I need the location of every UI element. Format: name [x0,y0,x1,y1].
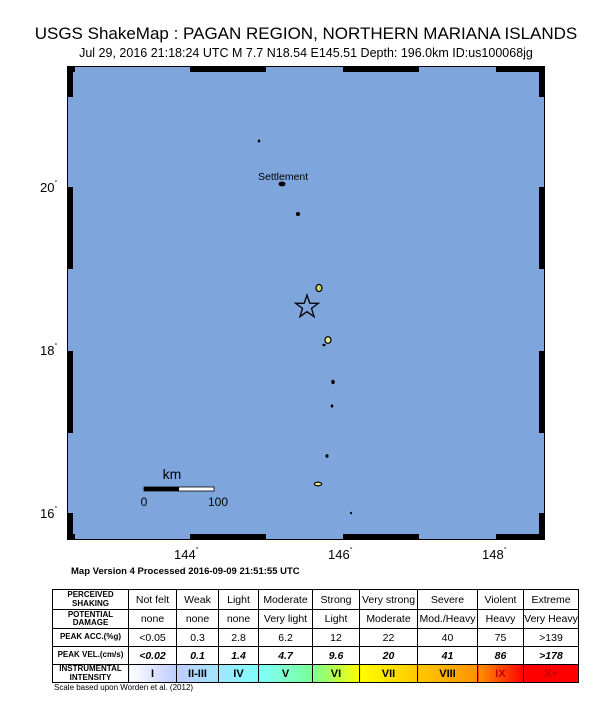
legend-cell: V [259,665,313,683]
legend-cell: 2.8 [219,629,259,647]
legend-row-label-line: DAMAGE [72,618,109,627]
island-pagan [316,284,322,291]
legend-cell: >178 [524,647,579,665]
longitude-label-144: 144° [174,547,199,562]
island [325,337,331,344]
island [258,140,261,143]
legend-cell: 6.2 [259,629,313,647]
legend-cell: 0.1 [177,647,219,665]
legend-cell: Mod./Heavy [418,610,478,629]
legend-cell: 41 [418,647,478,665]
legend-cell: Very strong [360,590,418,610]
island [325,454,328,457]
legend-cell: Light [313,610,360,629]
legend-cell: none [129,610,177,629]
legend-cell: 86 [478,647,524,665]
legend-cell: Not felt [129,590,177,610]
legend-cell: Light [219,590,259,610]
legend-row-label [53,590,129,610]
legend-cell: II-III [177,665,219,683]
legend-cell: Moderate [360,610,418,629]
longitude-label-148: 148° [482,547,507,562]
legend-row-label [53,610,129,629]
legend-row-label-line: PERCEIVED [67,590,114,599]
map-version-info: Map Version 4 Processed 2016-09-09 21:51:55 UTC [71,566,300,577]
legend-cell: Violent [478,590,524,610]
legend-cell: Weak [177,590,219,610]
latitude-label-18: 18° [40,343,58,358]
island [331,404,334,407]
legend-cell: 0.3 [177,629,219,647]
legend-cell: 9.6 [313,647,360,665]
latitude-label-20: 20° [40,180,58,195]
legend-cell: 1.4 [219,647,259,665]
legend-row-label [53,647,129,665]
shakemap-panel[interactable] [67,66,545,540]
legend-cell: Very light [259,610,313,629]
map-title: USGS ShakeMap : PAGAN REGION, NORTHERN MARIANA ISLANDS [34,24,578,43]
legend-cell: VII [360,665,418,683]
legend-cell: 4.7 [259,647,313,665]
legend-cell: >139 [524,629,579,647]
legend-cell: IV [219,665,259,683]
legend-cell: 75 [478,629,524,647]
legend-row-label-line: PEAK ACC.(%g) [59,632,122,642]
legend-row-label [53,629,129,647]
legend-cell: VIII [418,665,478,683]
peak-vel-row [53,647,579,665]
legend-cell: 40 [418,629,478,647]
legend-cell: Strong [313,590,360,610]
legend-cell: X+ [524,665,579,683]
legend-cell: IX [478,665,524,683]
legend-cell: Very Heavy [524,610,579,629]
legend-row-label-line: PEAK VEL.(cm/s) [57,650,124,660]
scale-bar-end: 100 [207,495,229,509]
legend-cell: Severe [418,590,478,610]
legend-row-label-line: INTENSITY [69,672,112,682]
event-details: Jul 29, 2016 21:18:24 UTC M 7.7 N18.54 E145.51 Depth: 196.0km ID:us100068jg [79,46,533,60]
scale-note: Scale based upon Worden et al. (2012) [54,683,194,692]
scale-bar-unit: km [162,466,182,482]
island [296,212,300,216]
scale-bar-segment [144,487,179,491]
legend-cell: Moderate [259,590,313,610]
legend-cell: <0.02 [129,647,177,665]
legend-cell: 22 [360,629,418,647]
island [350,512,352,515]
legend-cell: <0.05 [129,629,177,647]
legend-cell: Heavy [478,610,524,629]
legend-cell: VI [313,665,360,683]
island [331,380,334,384]
potential-damage-row [53,610,579,629]
legend-row-label [53,665,129,683]
legend-cell: none [177,610,219,629]
latitude-label-16: 16° [40,506,58,521]
legend-cell: 12 [313,629,360,647]
legend-cell: none [219,610,259,629]
legend-cell: 20 [360,647,418,665]
shakemap-canvas[interactable] [68,67,544,539]
longitude-label-146: 146° [328,547,353,562]
peak-acc-row [53,629,579,647]
island [322,344,325,346]
legend-row-label-line: INSTRUMENTAL [59,664,122,673]
island [314,482,321,486]
legend-row-label-line: POTENTIAL [67,609,114,619]
instrumental-intensity-row [53,665,579,683]
ocean-area [68,67,544,539]
intensity-legend-table [52,589,579,683]
legend-cell: Extreme [524,590,579,610]
perceived-shaking-row [53,590,579,610]
legend-row-label-line: SHAKING [72,598,109,608]
legend-cell: I [129,665,177,683]
place-label: Settlement [258,171,309,183]
scale-bar-start: 0 [140,495,148,509]
